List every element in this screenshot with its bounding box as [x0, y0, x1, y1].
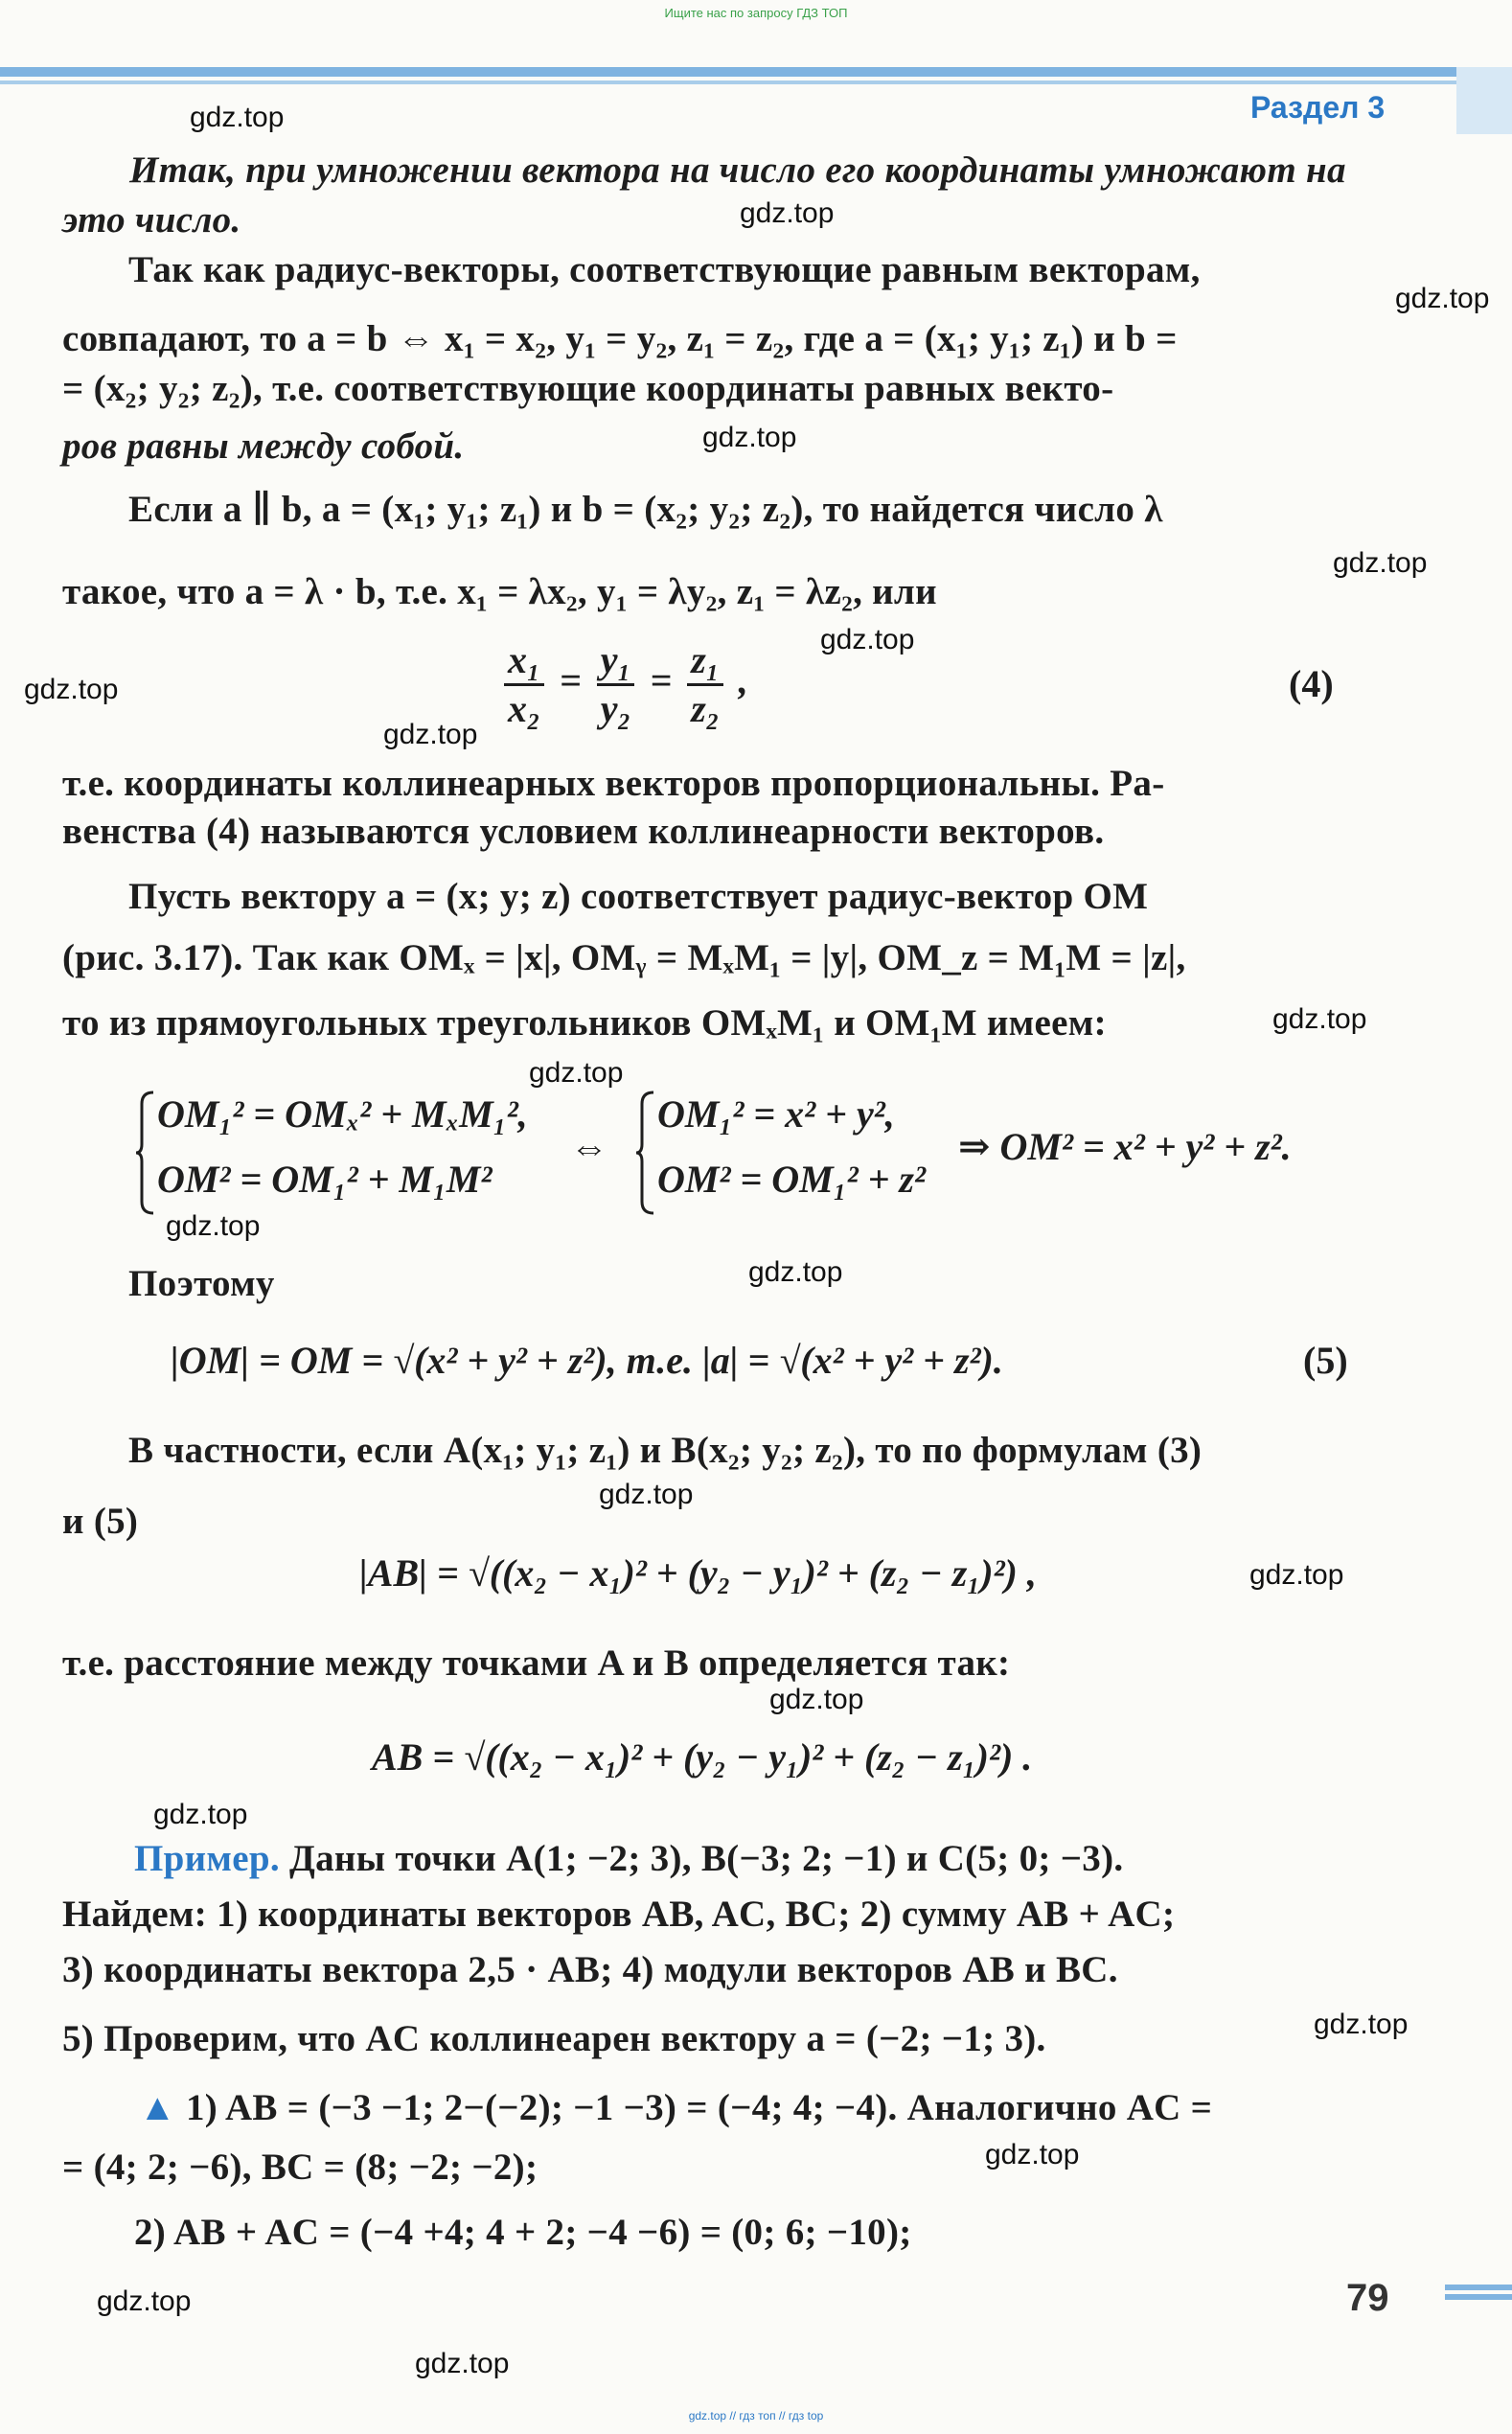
system-b-line2: OM² = OM₁² + z²: [657, 1158, 926, 1201]
system-a-line2: OM² = OM₁² + M₁M²: [157, 1158, 493, 1201]
paragraph-collinear-line2: такое, что a = λ · b, т.е. x₁ = λx₂, y₁ = λy₂, z₁ = λz₂, или: [62, 571, 937, 612]
system-b-line1: OM₁² = x² + y²,: [657, 1092, 895, 1136]
watermark: gdz.top: [24, 674, 119, 705]
watermark: gdz.top: [1333, 547, 1428, 579]
watermark: gdz.top: [820, 624, 915, 655]
paragraph-radius-vector-line2: (рис. 3.17). Так как OMₓ = |x|, OMᵧ = MₓM₁ = |y|, OM_z = M₁M = |z|,: [62, 937, 1186, 978]
solution-line2: = (4; 2; −6), BC = (8; −2; −2);: [62, 2147, 538, 2188]
paragraph-in-particular-line1: В частности, если A(x₁; y₁; z₁) и B(x₂; y₂; z₂), то по формулам (3): [128, 1430, 1203, 1471]
solution-line1: [139, 2079, 1212, 2137]
example-line4: 5) Проверим, что AC коллинеарен вектору a = (−2; −1; 3).: [62, 2018, 1046, 2059]
solution-line3: 2) AB + AC = (−4 +4; 4 + 2; −4 −6) = (0; 6; −10);: [134, 2212, 912, 2253]
watermark: gdz.top: [190, 102, 285, 133]
paragraph-proportional-line2: венства (4) называются условием коллинеарности векторов.: [62, 811, 1105, 852]
example-line3: 3) координаты вектора 2,5 · AB; 4) модули векторов AB и BC.: [62, 1949, 1118, 1990]
example-text: Даны точки A(1; −2; 3), B(−3; 2; −1) и C(5; 0; −3).: [288, 1838, 1124, 1879]
equation-distance-vector: |AB| = √((x₂ − x₁)² + (y₂ − y₁)² + (z₂ − z₁)²) ,: [359, 1551, 1037, 1595]
system-a-line1: OM₁² = OMₓ² + MₓM₁²,: [157, 1092, 528, 1136]
page-number: 79: [1346, 2277, 1389, 2319]
system-result: ⇒ OM² = x² + y² + z².: [958, 1125, 1292, 1168]
solution-triangle-icon: ▲: [139, 2087, 176, 2128]
equation-4-label: (4): [1289, 662, 1334, 705]
watermark: gdz.top: [153, 1799, 248, 1830]
watermark: gdz.top: [740, 197, 835, 229]
paragraph-collinear-line1: Если a ∥ b, a = (x₁; y₁; z₁) и b = (x₂; y₂; z₂), то найдется число λ: [128, 489, 1163, 530]
watermark: gdz.top: [97, 2285, 192, 2317]
paragraph-radius-vector-line1: Пусть вектору a = (x; y; z) соответствует радиус-вектор OM: [128, 876, 1149, 917]
watermark: gdz.top: [415, 2348, 510, 2379]
paragraph-in-particular-line2: и (5): [62, 1501, 139, 1542]
paragraph-equal-vectors-line1: Так как радиус-векторы, соответствующие равным векторам,: [128, 249, 1201, 290]
watermark: gdz.top: [1272, 1003, 1367, 1035]
watermark: gdz.top: [1395, 283, 1490, 314]
section-label: Раздел 3: [1250, 90, 1386, 125]
left-brace-2: [634, 1091, 655, 1215]
watermark: gdz.top: [599, 1479, 694, 1510]
paragraph-rule-scalar-multiplication: Итак, при умножении вектора на число его координаты умножают на это число.: [62, 149, 1346, 241]
paragraph-radius-vector-line3: то из прямоугольных треугольников OMₓM₁ и OM₁M имеем:: [62, 1002, 1107, 1044]
paragraph-proportional-line1: т.е. координаты коллинеарных векторов пропорциональны. Ра-: [62, 763, 1165, 804]
paragraph-distance: т.е. расстояние между точками A и B определяется так:: [62, 1642, 1011, 1684]
watermark: gdz.top: [383, 719, 478, 750]
paragraph-equal-vectors-line2: совпадают, то a = b ⇔ x₁ = x₂, y₁ = y₂, z₁ = z₂, где a = (x₁; y₁; z₁) и b =: [62, 318, 1178, 359]
equation-4: $\frac{\text{x₁}}{\text{x₂}}$ = $\frac{\text{y₁}}{\text{y₂}}$ = $\frac{\text{z₁}}{\text{z₂}}$ ,: [498, 637, 748, 732]
watermark: gdz.top: [985, 2139, 1080, 2170]
watermark: gdz.top: [166, 1210, 261, 1242]
paragraph-equal-vectors-line4: ров равны между собой.: [62, 425, 465, 467]
equivalence-arrow: ⇔: [570, 1125, 608, 1168]
bottom-caption: gdz.top // гдз топ // гдз top: [688, 2409, 824, 2423]
watermark: gdz.top: [1314, 2009, 1409, 2040]
equation-5: |OM| = OM = √(x² + y² + z²), т.е. |a| = √(x² + y² + z²).: [171, 1339, 1003, 1382]
page-edge-tab: [1456, 67, 1512, 134]
example-line1: [134, 1830, 1123, 1888]
header-band: [0, 67, 1512, 77]
watermark: gdz.top: [748, 1256, 843, 1288]
example-label: Пример.: [134, 1838, 280, 1879]
watermark: gdz.top: [1249, 1559, 1344, 1591]
equation-5-label: (5): [1303, 1339, 1348, 1382]
solution-text: 1) AB = (−3 −1; 2−(−2); −1 −3) = (−4; 4; −4). Аналогично AC =: [185, 2087, 1213, 2128]
header-band-thin: [0, 80, 1512, 84]
therefore-label: Поэтому: [128, 1263, 275, 1304]
left-brace-1: [134, 1091, 155, 1215]
equation-distance: AB = √((x₂ − x₁)² + (y₂ − y₁)² + (z₂ − z₁)²) .: [372, 1735, 1033, 1779]
watermark: gdz.top: [702, 422, 797, 453]
watermark: gdz.top: [529, 1057, 624, 1089]
example-line2: Найдем: 1) координаты векторов AB, AC, BC; 2) сумму AB + AC;: [62, 1894, 1176, 1935]
footer-stripes: [1445, 2285, 1512, 2304]
top-banner: Ищите нас по запросу ГДЗ ТОП: [664, 6, 848, 20]
paragraph-equal-vectors-line3: = (x₂; y₂; z₂), т.е. соответствующие координаты равных векто-: [62, 368, 1114, 409]
equation-system: [134, 1083, 1380, 1227]
watermark: gdz.top: [769, 1684, 864, 1715]
